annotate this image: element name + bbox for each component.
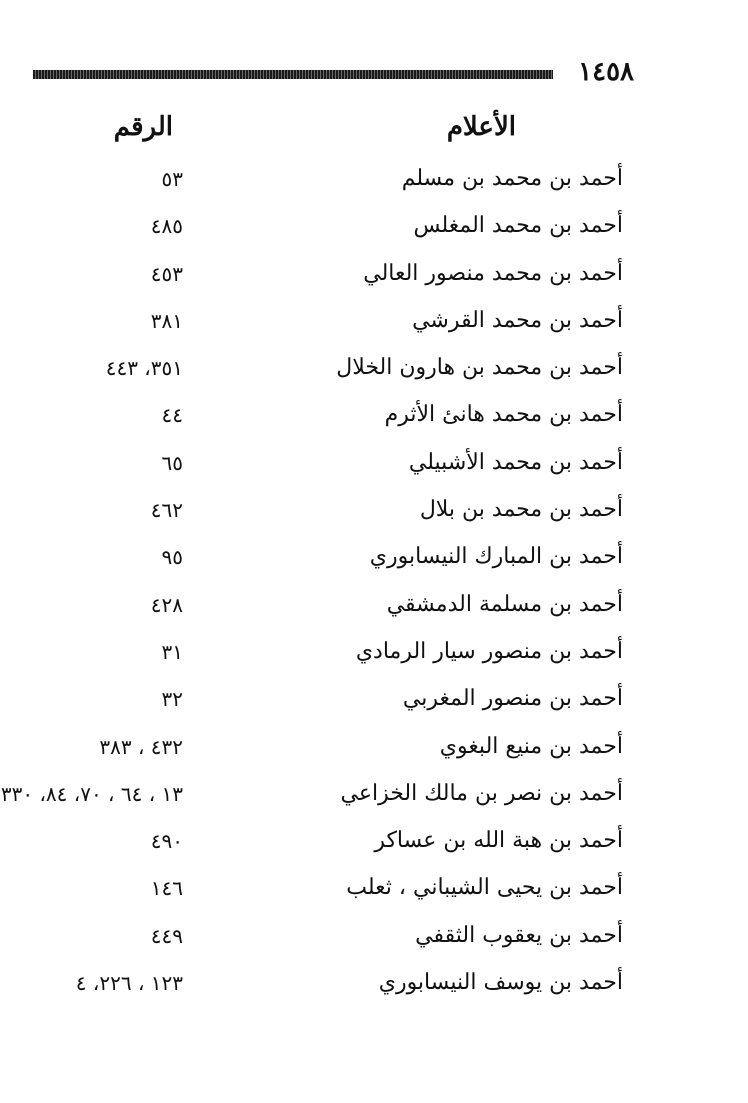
entry-pages: ١٤٦: [150, 876, 183, 901]
entry-name: أحمد بن محمد الأشبيلي: [408, 449, 623, 475]
index-row: [0, 818, 748, 865]
entry-name: أحمد بن منصور المغربي: [402, 686, 623, 712]
column-header-names: الأعلام: [446, 112, 516, 142]
index-row: [0, 629, 748, 676]
index-row: [0, 676, 748, 723]
entry-pages: ٥٣: [161, 167, 183, 191]
entry-pages: ٤٩٠: [150, 829, 183, 854]
entry-pages: ١٢٣ ، ٢٢٦، ٤: [75, 971, 183, 996]
index-row: [0, 298, 748, 345]
index-row: [0, 203, 748, 250]
column-header-numbers: الرقم: [113, 112, 173, 142]
entry-name: أحمد بن محمد القرشي: [412, 307, 623, 333]
index-row: [0, 251, 748, 298]
entry-name: أحمد بن هبة الله بن عساكر: [374, 828, 623, 854]
page-number: ١٤٥٨: [578, 57, 634, 87]
entry-pages: ٤٤: [161, 403, 183, 428]
entry-name: أحمد بن المبارك النيسابوري: [369, 544, 623, 570]
entry-pages: ٣٥١، ٤٤٣: [105, 356, 183, 381]
entry-name: أحمد بن محمد بن هارون الخلال: [336, 355, 623, 381]
entry-pages: ٣١: [161, 639, 183, 664]
index-row: [0, 487, 748, 534]
index-list: [0, 156, 748, 1007]
entry-name: أحمد بن مسلمة الدمشقي: [386, 591, 623, 617]
entry-pages: ١٣ ، ٦٤ ، ٧٠، ٨٤، ٣٣٠: [0, 781, 183, 806]
index-row: [0, 440, 748, 487]
entry-name: أحمد بن محمد هانئ الأثرم: [384, 402, 623, 428]
entry-name: أحمد بن منيع البغوي: [439, 733, 623, 759]
index-row: [0, 771, 748, 818]
entry-name: أحمد بن يحيى الشيباني ، ثعلب: [346, 875, 623, 901]
entry-name: أحمد بن محمد منصور العالي: [363, 260, 623, 286]
entry-name: أحمد بن يعقوب الثقفي: [415, 922, 623, 948]
entry-pages: ٤٨٥: [150, 214, 183, 239]
entry-pages: ٤٥٣: [150, 261, 183, 286]
entry-pages: ٤٦٢: [150, 498, 183, 523]
entry-name: أحمد بن منصور سيار الرمادي: [355, 638, 623, 664]
entry-pages: ٤٢٨: [150, 592, 183, 617]
index-row: [0, 156, 748, 203]
index-row: [0, 534, 748, 581]
index-row: [0, 865, 748, 912]
entry-name: أحمد بن يوسف النيسابوري: [378, 970, 623, 996]
index-row: [0, 724, 748, 771]
index-row: [0, 392, 748, 439]
entry-name: أحمد بن محمد بن بلال: [419, 497, 623, 523]
index-row: [0, 582, 748, 629]
entry-pages: ٤٣٢ ، ٣٨٣: [99, 734, 183, 759]
entry-pages: ٦٥: [161, 450, 183, 475]
index-row: [0, 345, 748, 392]
entry-name: أحمد بن محمد بن مسلم: [401, 166, 623, 191]
header-rule: [33, 70, 553, 79]
entry-pages: ٣٢: [161, 687, 183, 712]
entry-name: أحمد بن محمد المغلس: [413, 213, 623, 239]
entry-pages: ٤٤٩: [150, 923, 183, 948]
index-row: [0, 960, 748, 1007]
entry-pages: ٣٨١: [150, 308, 183, 333]
index-row: [0, 913, 748, 960]
entry-pages: ٩٥: [161, 545, 183, 570]
entry-name: أحمد بن نصر بن مالك الخزاعي: [340, 780, 623, 806]
